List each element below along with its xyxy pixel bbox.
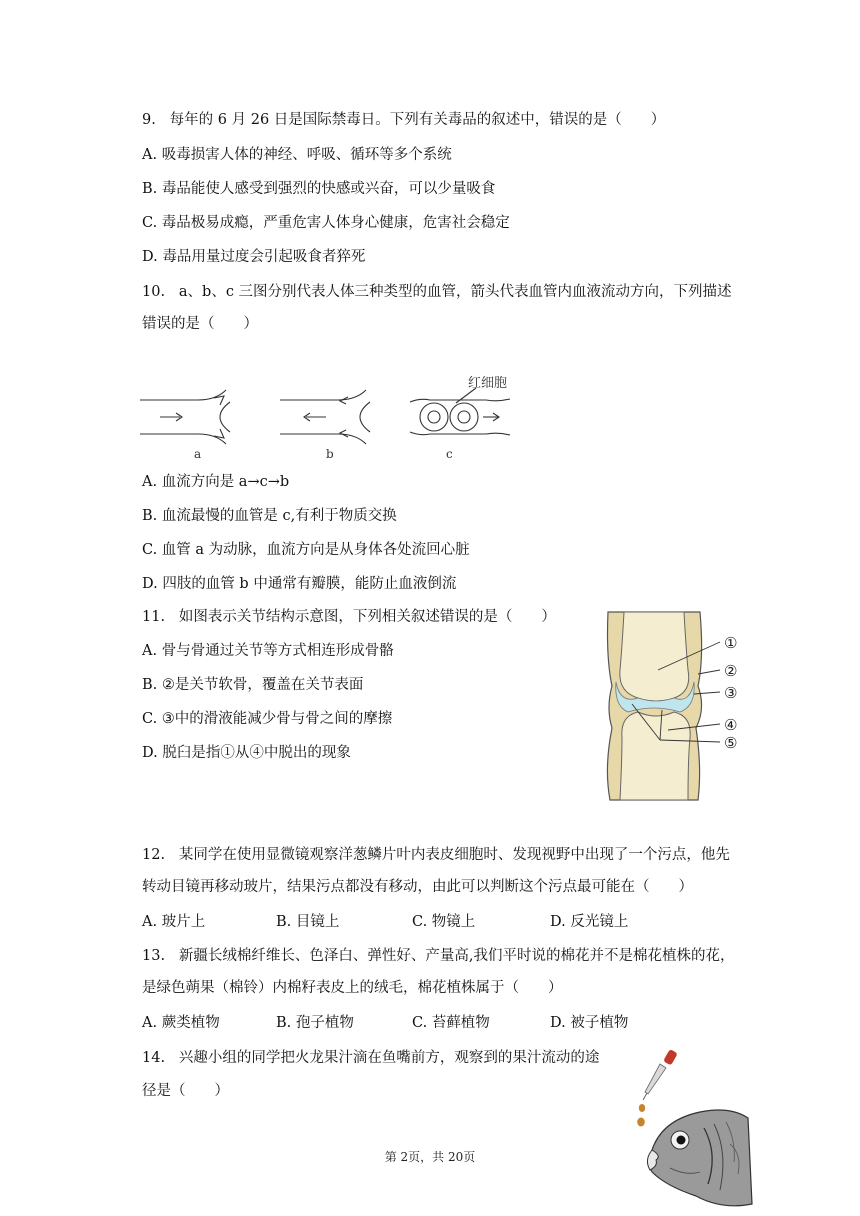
q9-option-b: B. 毒品能使人感受到强烈的快感或兴奋，可以少量吸食 — [142, 181, 496, 197]
q13-options — [142, 1013, 628, 1033]
joint-label-4: ④ — [724, 716, 738, 734]
q10-option-b: B. 血流最慢的血管是 c,有利于物质交换 — [142, 508, 397, 524]
fish-dropper-figure — [626, 1044, 756, 1210]
rbc-label: 红细胞 — [468, 376, 508, 391]
q10-option-c: C. 血管 a 为动脉，血流方向是从身体各处流回心脏 — [142, 542, 470, 558]
vessel-b-label: b — [326, 447, 334, 461]
vessel-b — [280, 390, 370, 444]
q9-option-a: A. 吸毒损害人体的神经、呼吸、循环等多个系统 — [142, 147, 452, 163]
vessel-c — [410, 388, 510, 435]
q10-option-d: D. 四肢的血管 b 中通常有瓣膜，能防止血液倒流 — [142, 576, 457, 592]
q9-option-c: C. 毒品极易成瘾，严重危害人体身心健康，危害社会稳定 — [142, 215, 510, 231]
q9-stem: 9. 每年的 6 月 26 日是国际禁毒日。下列有关毒品的叙述中，错误的是（ ） — [142, 112, 666, 128]
q11-option-b: B. ②是关节软骨，覆盖在关节表面 — [142, 677, 364, 693]
q10-option-a: A. 血流方向是 a→c→b — [142, 474, 290, 490]
joint-label-5: ⑤ — [724, 734, 738, 752]
q12-option-b: B. 目镜上 — [276, 914, 340, 930]
q13-option-c: C. 苔藓植物 — [412, 1015, 490, 1031]
q12-option-a: A. 玻片上 — [142, 914, 206, 930]
q12-stem-line2: 转动目镜再移动玻片，结果污点都没有移动，由此可以判断这个污点最可能在（ ） — [142, 879, 693, 895]
vessel-a-label: a — [194, 447, 202, 461]
q11-stem: 11. 如图表示关节结构示意图，下列相关叙述错误的是（ ） — [142, 609, 556, 625]
q14-stem-line1: 14. 兴趣小组的同学把火龙果汁滴在鱼嘴前方，观察到的果汁流动的途 — [142, 1050, 600, 1066]
q13-option-a: A. 蕨类植物 — [142, 1015, 220, 1031]
q13-stem-line1: 13. 新疆长绒棉纤维长、色泽白、弹性好、产量高,我们平时说的棉花并不是棉花植株的花， — [142, 948, 735, 964]
vessel-c-label: c — [446, 447, 453, 461]
dropper-icon — [637, 1049, 678, 1127]
page-footer: 第 2页，共 20页 — [384, 1150, 476, 1164]
joint-label-1: ① — [724, 634, 738, 652]
q11-option-d: D. 脱臼是指①从④中脱出的现象 — [142, 745, 351, 761]
blood-vessel-figure — [138, 372, 528, 462]
joint-diagram — [598, 608, 758, 803]
joint-label-2: ② — [724, 662, 738, 680]
q12-option-d: D. 反光镜上 — [550, 914, 629, 930]
q12-option-c: C. 物镜上 — [412, 914, 476, 930]
q12-options — [142, 912, 628, 932]
q9-option-d: D. 毒品用量过度会引起吸食者猝死 — [142, 249, 366, 265]
q11-option-a: A. 骨与骨通过关节等方式相连形成骨骼 — [142, 643, 394, 659]
q11-option-c: C. ③中的滑液能减少骨与骨之间的摩擦 — [142, 711, 393, 727]
q10-stem-line1: 10. a、b、c 三图分别代表人体三种类型的血管，箭头代表血管内血液流动方向，下列描述 — [142, 284, 732, 300]
q13-stem-line2: 是绿色蒴果（棉铃）内棉籽表皮上的绒毛，棉花植株属于（ ） — [142, 980, 563, 996]
joint-label-3: ③ — [724, 684, 738, 702]
q14-stem-line2: 径是（ ） — [142, 1083, 229, 1099]
q13-option-d: D. 被子植物 — [550, 1015, 629, 1031]
q10-stem-line2: 错误的是（ ） — [142, 316, 258, 332]
q13-option-b: B. 孢子植物 — [276, 1015, 354, 1031]
vessel-a — [140, 390, 230, 444]
q12-stem-line1: 12. 某同学在使用显微镜观察洋葱鳞片叶内表皮细胞时、发现视野中出现了一个污点，他先 — [142, 847, 730, 863]
